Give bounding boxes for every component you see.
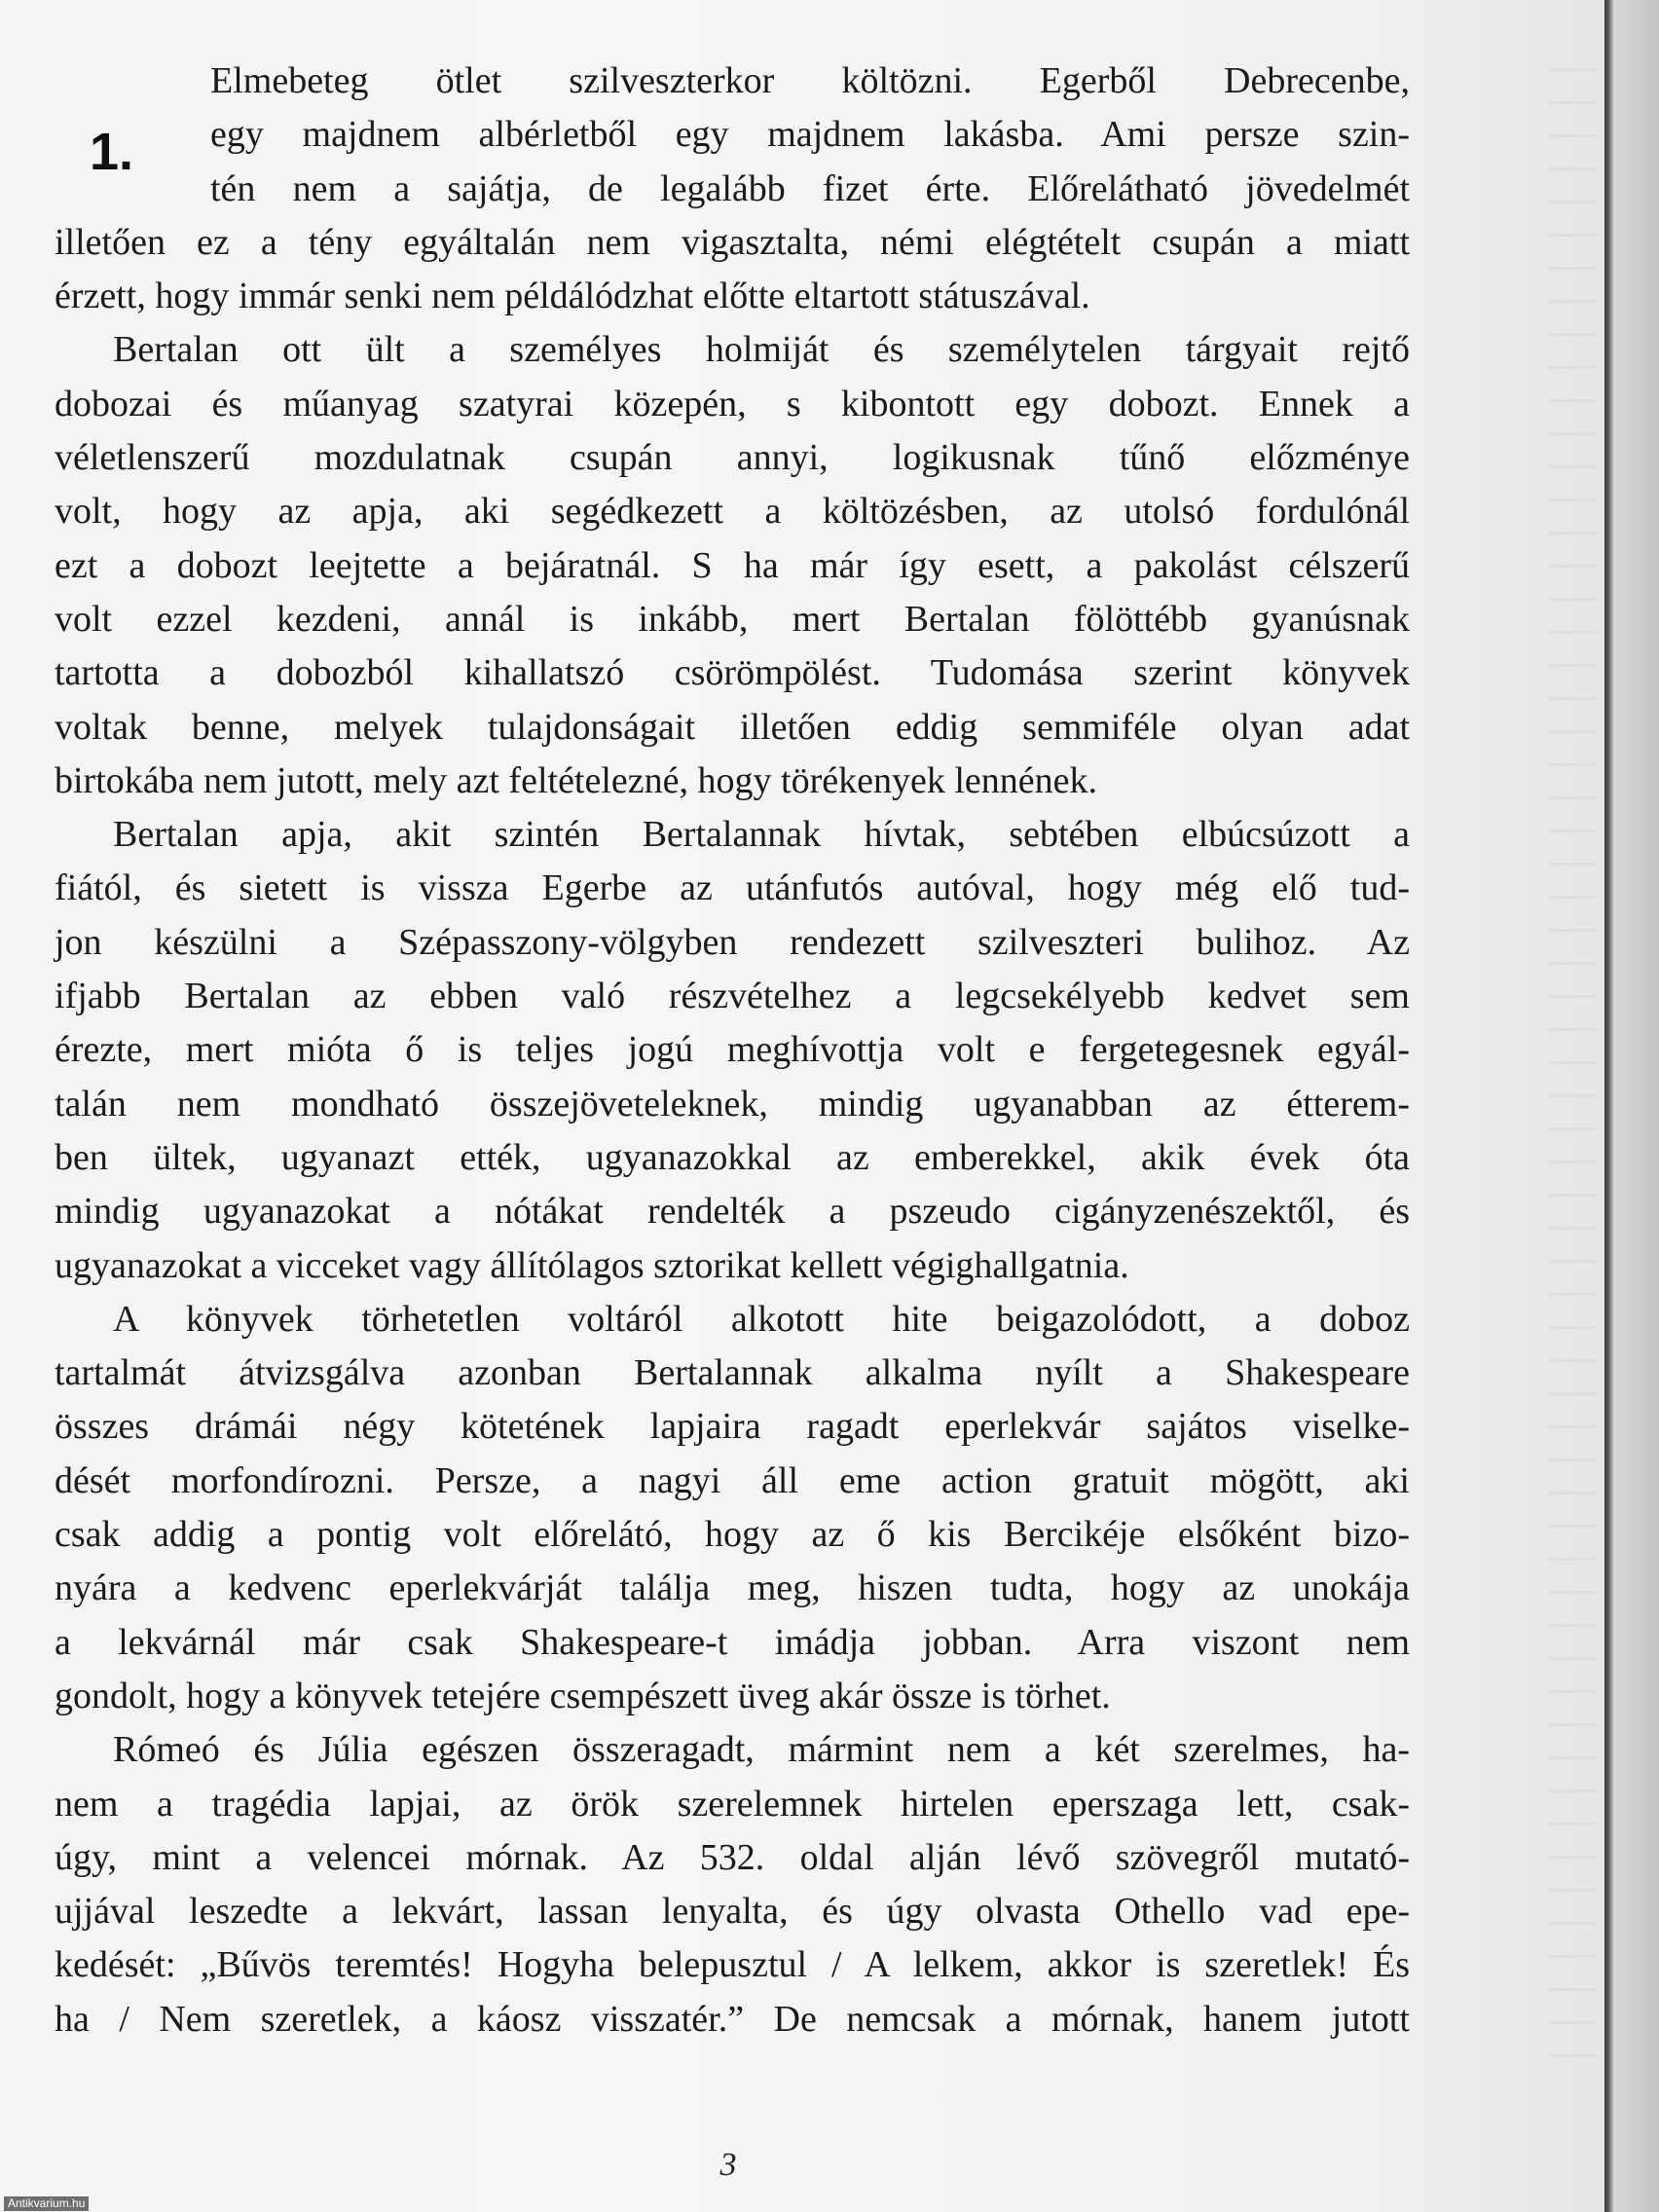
text-line: véletlenszerű mozdulatnak csupán annyi, logikusnak tűnő előzménye [55,437,1410,479]
text-line: ujjával leszedte a lekvárt, lassan lenyalta, és úgy olvasta Othello vad epe- [55,1891,1410,1933]
chapter-number: 1. [90,123,134,181]
watermark: Antikvarium.hu [4,2196,89,2211]
text-line: dobozai és műanyag szatyrai közepén, s kibontott egy dobozt. Ennek a [55,383,1410,424]
text-line: nem a tragédia lapjai, az örök szerelemnek hirtelen eperszaga lett, csak- [55,1783,1410,1825]
text-line: összes drámái négy kötetének lapjaira ragadt eperlekvár sajátos viselke- [55,1406,1410,1448]
text-line: Elmebeteg ötlet szilveszterkor költözni. Egerből Debrecenbe, [210,60,1410,101]
bleed-through-marks [1548,39,1597,2083]
text-line: jon készülni a Szépasszony-völgyben rendezett szilveszteri bulihoz. Az [55,921,1410,963]
text-line: ezt a dobozt leejtette a bejáratnál. S ha már így esett, a pakolást célszerű [55,544,1410,586]
text-line: voltak benne, melyek tulajdonságait illetően eddig semmiféle olyan adat [55,706,1410,748]
text-line: kedését: „Bűvös teremtés! Hogyha belepusztul / A lelkem, akkor is szeretlek! És [55,1944,1410,1986]
text-line: volt, hogy az apja, aki segédkezett a költözésben, az utolsó fordulónál [55,491,1410,533]
text-line: ben ültek, ugyanazt ették, ugyanazokkal az emberekkel, akik évek óta [55,1136,1410,1178]
text-line: dését morfondírozni. Persze, a nagyi áll eme action gratuit mögött, aki [55,1459,1410,1501]
text-line: tén nem a sajátja, de legalább fizet érte. Előrelátható jövedelmét [210,167,1410,209]
text-line: talán nem mondható összejöveteleknek, mindig ugyanabban az étterem- [55,1083,1410,1124]
text-line: ifjabb Bertalan az ebben való részvételhez a legcsekélyebb kedvet sem [55,976,1410,1017]
text-line: fiától, és sietett is vissza Egerbe az utánfutós autóval, hogy még elő tud- [55,867,1410,909]
text-line: Rómeó és Júlia egészen összeragadt, mármint nem a két szerelmes, ha- [113,1729,1410,1771]
book-spine-edge [1604,0,1659,2212]
text-line: ugyanazokat a vicceket vagy állítólagos sztorikat kellett végighallgatnia. [55,1244,1129,1286]
text-line: Bertalan ott ült a személyes holmiját és személytelen tárgyait rejtő [113,329,1410,371]
text-line: mindig ugyanazokat a nótákat rendelték a pszeudo cigányzenészektől, és [55,1191,1410,1233]
text-line: csak addig a pontig volt előrelátó, hogy az ő kis Bercikéje elsőként bizo- [55,1514,1410,1556]
text-line: egy majdnem albérletből egy majdnem lakásba. Ami persze szin- [210,114,1410,156]
text-line: tartalmát átvizsgálva azonban Bertalannak alkalma nyílt a Shakespeare [55,1352,1410,1394]
text-line: volt ezzel kezdeni, annál is inkább, mert Bertalan fölöttébb gyanúsnak [55,598,1410,640]
text-line: ha / Nem szeretlek, a káosz visszatér.” De nemcsak a mórnak, hanem jutott [55,1998,1410,2040]
text-line: gondolt, hogy a könyvek tetejére csempészett üveg akár össze is törhet. [55,1675,1111,1716]
text-line: nyára a kedvenc eperlekvárját találja meg, hiszen tudta, hogy az unokája [55,1567,1410,1609]
text-line: a lekvárnál már csak Shakespeare-t imádja jobban. Arra viszont nem [55,1621,1410,1663]
text-line: úgy, mint a velencei mórnak. Az 532. oldal alján lévő szövegről mutató- [55,1836,1410,1878]
text-line: érezte, mert mióta ő is teljes jogú meghívottja volt e fergetegesnek egyál- [55,1029,1410,1071]
text-line: illetően ez a tény egyáltalán nem vigasztalta, némi elégtételt csupán a miatt [55,221,1410,263]
page-number: 3 [719,2147,737,2183]
text-line: érzett, hogy immár senki nem példálódzhat előtte eltartott státuszával. [55,276,1090,317]
text-line: birtokába nem jutott, mely azt feltételezné, hogy törékenyek lennének. [55,759,1097,801]
text-line: Bertalan apja, akit szintén Bertalannak hívtak, sebtében elbúcsúzott a [113,814,1410,856]
body-text [55,55,1410,2046]
text-line: tartotta a dobozból kihallatszó csörömpölést. Tudomása szerint könyvek [55,652,1410,694]
text-line: A könyvek törhetetlen voltáról alkotott hite beigazolódott, a doboz [113,1298,1410,1340]
